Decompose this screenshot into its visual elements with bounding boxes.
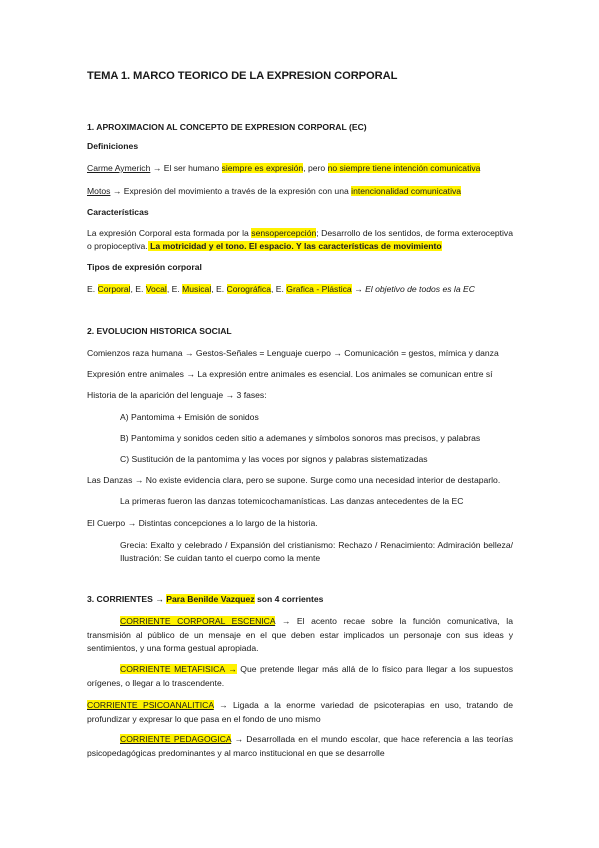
section-1-heading: 1. APROXIMACION AL CONCEPTO DE EXPRESION CORPORAL (EC): [87, 122, 367, 132]
document-title: TEMA 1. MARCO TEORICO DE LA EXPRESION CORPORAL: [87, 70, 398, 82]
highlight: Para Benilde Vazquez: [166, 594, 255, 604]
highlight: siempre es expresión: [221, 163, 304, 173]
fase-c: C) Sustitución de la pantomima y las voces por signos y palabras sistematizadas: [120, 454, 428, 464]
highlight: Corporal: [97, 284, 131, 294]
highlight: CORRIENTE PSICOANALITICA: [87, 700, 214, 710]
author-motos: Motos: [87, 186, 111, 196]
highlight: Vocal: [145, 284, 167, 294]
section-2-heading: 2. EVOLUCION HISTORICA SOCIAL: [87, 326, 232, 336]
danzas-line-2: La primeras fueron las danzas totemicochamanísticas. Las danzas antecedentes de la EC: [120, 496, 464, 506]
highlight: sensopercepción: [251, 228, 317, 238]
highlight: intencionalidad comunicativa: [351, 186, 462, 196]
definiciones-label: Definiciones: [87, 141, 139, 151]
animales-line: Expresión entre animales → La expresión entre animales es esencial. Los animales se comunican entre sí: [87, 369, 493, 379]
tipos-list: E. Corporal, E. Vocal, E. Musical, E. Corográfica, E. Grafica - Plástica → El objetivo de todos es la EC: [87, 284, 475, 294]
lenguaje-line: Historia de la aparición del lenguaje → 3 fases:: [87, 390, 267, 400]
highlight: CORRIENTE METAFISICA →: [120, 664, 237, 674]
fase-b: B) Pantomima y sonidos ceden sitio a ademanes y símbolos sonoros mas precisos, y palabras: [120, 433, 481, 443]
caracteristicas-label: Características: [87, 207, 149, 217]
highlight: Corográfica: [226, 284, 271, 294]
highlight: Grafica - Plástica: [286, 284, 352, 294]
caracteristicas-text: La expresión Corporal esta formada por la sensopercepción; Desarrollo de los sentidos, de forma exteroceptiva o propioceptiva. La motricidad y el tono. El espacio. Y las características de movimiento: [87, 228, 514, 251]
highlight: no siempre tiene intención comunicativa: [327, 163, 481, 173]
fase-a: A) Pantomima + Emisión de sonidos: [120, 412, 259, 422]
author-aymerich: Carme Aymerich: [87, 163, 151, 173]
corriente-psicoanalitica: CORRIENTE PSICOANALITICA → Ligada a la enorme variedad de psicoterapias en uso, tratando de profundizar y expresar lo que pasa en el fondo de uno mismo: [87, 700, 513, 724]
tipos-label: Tipos de expresión corporal: [87, 262, 202, 272]
comienzos-line: Comienzos raza humana → Gestos-Señales = Lenguaje cuerpo → Comunicación = gestos, mímica y danza: [87, 348, 499, 358]
definition-aymerich: Carme Aymerich → El ser humano siempre es expresión, pero no siempre tiene intención comunicativa: [87, 163, 481, 173]
highlight: Musical: [182, 284, 212, 294]
highlight: CORRIENTE CORPORAL ESCENICA: [120, 616, 276, 626]
corriente-metafisica: CORRIENTE METAFISICA → Que pretende llegar más allá de lo físico para llegar a los supuestos orígenes, o llegar a lo trascendente.: [87, 664, 513, 688]
corriente-escenica: CORRIENTE CORPORAL ESCENICA → El acento recae sobre la función comunicativa, la transmisión al público de un mensaje en el que deben estar implicados un personaje con sus ideas y sentimientos, y una forma gestual apropiada.: [87, 616, 513, 653]
highlight: La motricidad y el tono. El espacio. Y las características de movimiento: [147, 241, 442, 251]
section-3-heading: 3. CORRIENTES → Para Benilde Vazquez son 4 corrientes: [87, 594, 324, 604]
corriente-pedagogica: CORRIENTE PEDAGOGICA → Desarrollada en el mundo escolar, que hace referencia a las teorías psicopedagógicas predominantes y al marco institucional en que se desarrolle: [87, 734, 513, 758]
highlight: CORRIENTE PEDAGOGICA: [120, 734, 232, 744]
cuerpo-line: El Cuerpo → Distintas concepciones a lo largo de la historia.: [87, 518, 318, 528]
danzas-line: Las Danzas → No existe evidencia clara, pero se supone. Surge como una necesidad interior de destaparlo.: [87, 475, 501, 485]
grecia-text: Grecia: Exalto y celebrado / Expansión del cristianismo: Rechazo / Renacimiento: Admiración belleza/ Ilustración: Se cuidan tanto el cuerpo como la mente: [120, 540, 513, 563]
definition-motos: Motos → Expresión del movimiento a través de la expresión con una intencionalidad comunicativa: [87, 186, 462, 196]
